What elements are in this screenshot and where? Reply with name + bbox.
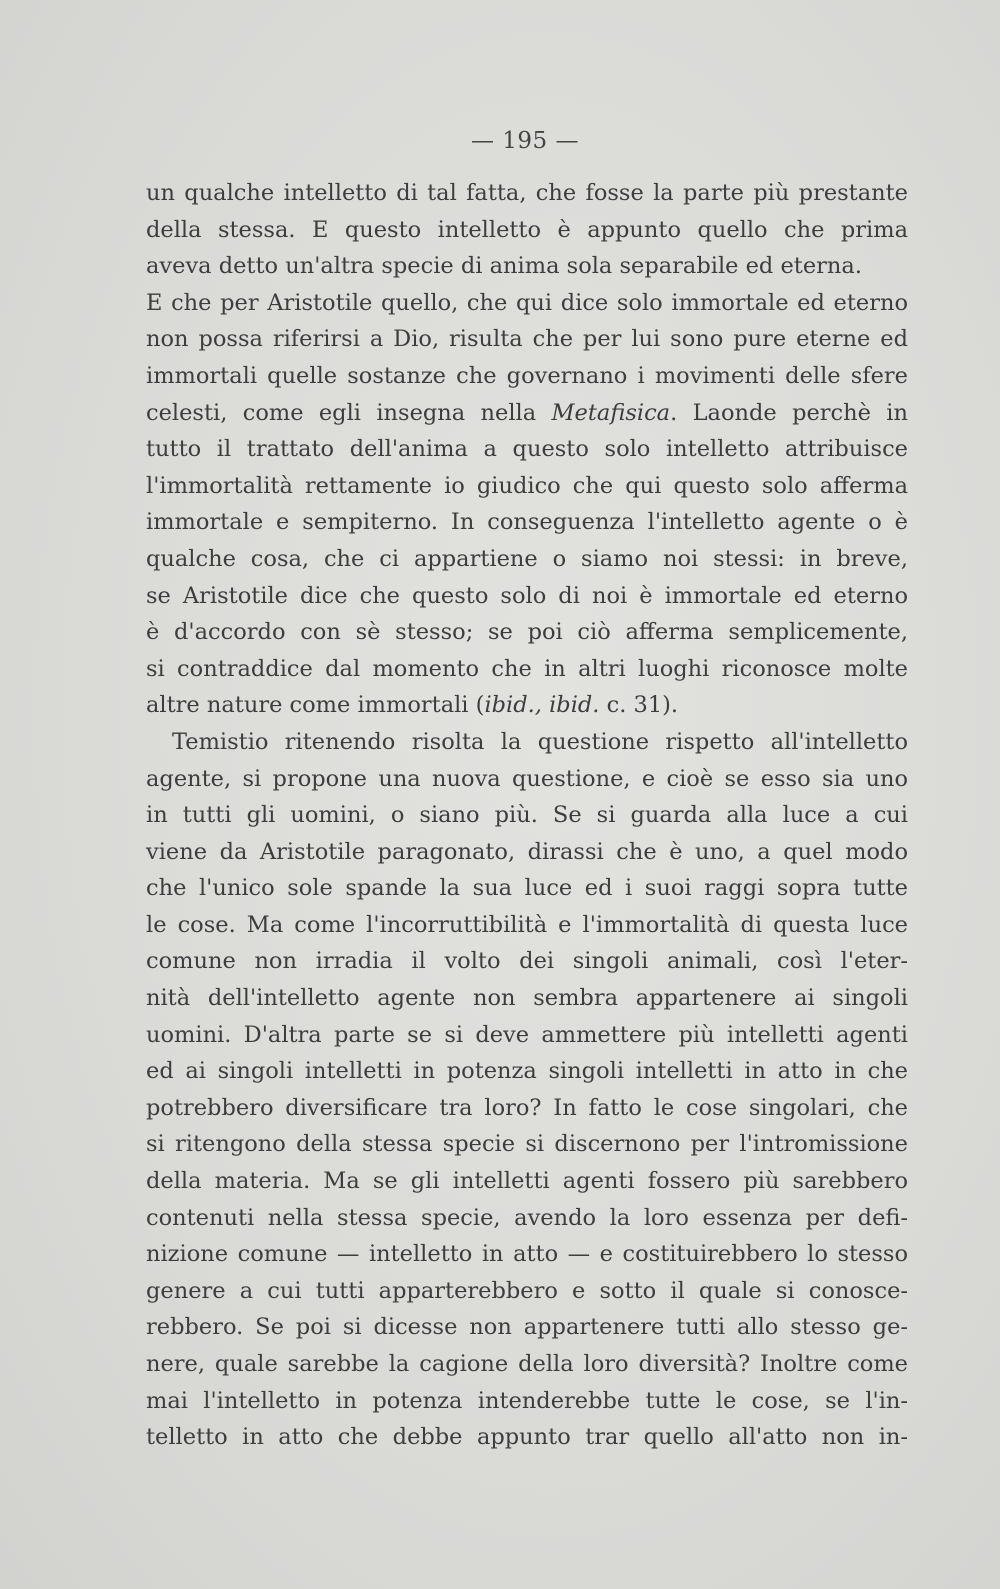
text-line: tutto il trattato dell'anima a questo solo intelletto attribuisce	[146, 436, 908, 463]
text-line: qualche cosa, che ci appartiene o siamo noi stessi: in breve,	[146, 545, 908, 572]
text-segment: celesti, come egli insegna nella	[146, 399, 552, 426]
text-line: l'immortalità rettamente io giudico che qui questo solo afferma	[146, 472, 908, 499]
text-line: contenuti nella stessa specie, avendo la loro essenza per defi-	[146, 1204, 908, 1231]
text-line: ed ai singoli intelletti in potenza singoli intelletti in atto in che	[146, 1058, 908, 1085]
text-line: si ritengono della stessa specie si discernono per l'intromissione	[146, 1131, 908, 1158]
text-line: se Aristotile dice che questo solo di noi è immortale ed eterno	[146, 582, 908, 609]
text-line: comune non irradia il volto dei singoli animali, così l'eter-	[146, 948, 908, 975]
text-line: che l'unico sole spande la sua luce ed i suoi raggi sopra tutte	[146, 875, 908, 902]
italic-citation: ibid., ibid.	[484, 692, 600, 719]
text-line	[146, 395, 908, 432]
text-line: viene da Aristotile paragonato, dirassi che è uno, a quel modo	[146, 838, 908, 865]
text-line: mai l'intelletto in potenza intenderebbe tutte le cose, se l'in-	[146, 1387, 908, 1414]
text-line: Temistio ritenendo risolta la questione rispetto all'intelletto	[172, 728, 908, 755]
text-line: telletto in atto che debbe appunto trar quello all'atto non in-	[146, 1424, 908, 1451]
text-line: aveva detto un'altra specie di anima sola separabile ed eterna.	[146, 253, 862, 280]
text-line: genere a cui tutti apparterebbero e sotto il quale si conosce-	[146, 1277, 908, 1304]
text-line: è d'accordo con sè stesso; se poi ciò afferma semplicemente,	[146, 619, 908, 646]
text-line: della stessa. E questo intelletto è appunto quello che prima	[146, 216, 908, 243]
body-text	[146, 175, 908, 1456]
text-line: un qualche intelletto di tal fatta, che fosse la parte più prestante	[146, 180, 908, 206]
text-line: agente, si propone una nuova questione, e cioè se esso sia uno	[146, 765, 908, 792]
text-line: nizione comune — intelletto in atto — e costituirebbero lo stesso	[146, 1241, 908, 1268]
text-line: in tutti gli uomini, o siano più. Se si guarda alla luce a cui	[146, 802, 908, 829]
text-line: nere, quale sarebbe la cagione della loro diversità? Inoltre come	[146, 1351, 908, 1377]
text-line: le cose. Ma come l'incorruttibilità e l'immortalità di questa luce	[146, 911, 908, 938]
italic-title: Metafisica	[551, 399, 671, 426]
text-line: della materia. Ma se gli intelletti agenti fossero più sarebbero	[146, 1168, 908, 1195]
text-segment: altre nature come immortali (	[146, 692, 485, 719]
text-line: si contraddice dal momento che in altri luoghi riconosce molte	[146, 655, 908, 682]
text-line: rebbero. Se poi si dicesse non appartenere tutti allo stesso ge-	[146, 1314, 908, 1341]
text-line: immortale e sempiterno. In conseguenza l'intelletto agente o è	[146, 509, 908, 536]
text-segment: . Laonde perchè in	[670, 399, 908, 426]
page-number: — 195 —	[470, 128, 580, 154]
text-segment: c. 31).	[599, 692, 679, 719]
text-line: E che per Aristotile quello, che qui dice solo immortale ed eterno	[146, 289, 908, 316]
text-line: uomini. D'altra parte se si deve ammettere più intelletti agenti	[146, 1021, 908, 1048]
text-line: potrebbero diversificare tra loro? In fatto le cose singolari, che	[146, 1094, 908, 1121]
text-line: immortali quelle sostanze che governano i movimenti delle sfere	[146, 362, 908, 389]
text-line: nità dell'intelletto agente non sembra appartenere ai singoli	[146, 985, 908, 1012]
text-line	[146, 687, 908, 724]
text-line: non possa riferirsi a Dio, risulta che per lui sono pure eterne ed	[146, 326, 908, 353]
